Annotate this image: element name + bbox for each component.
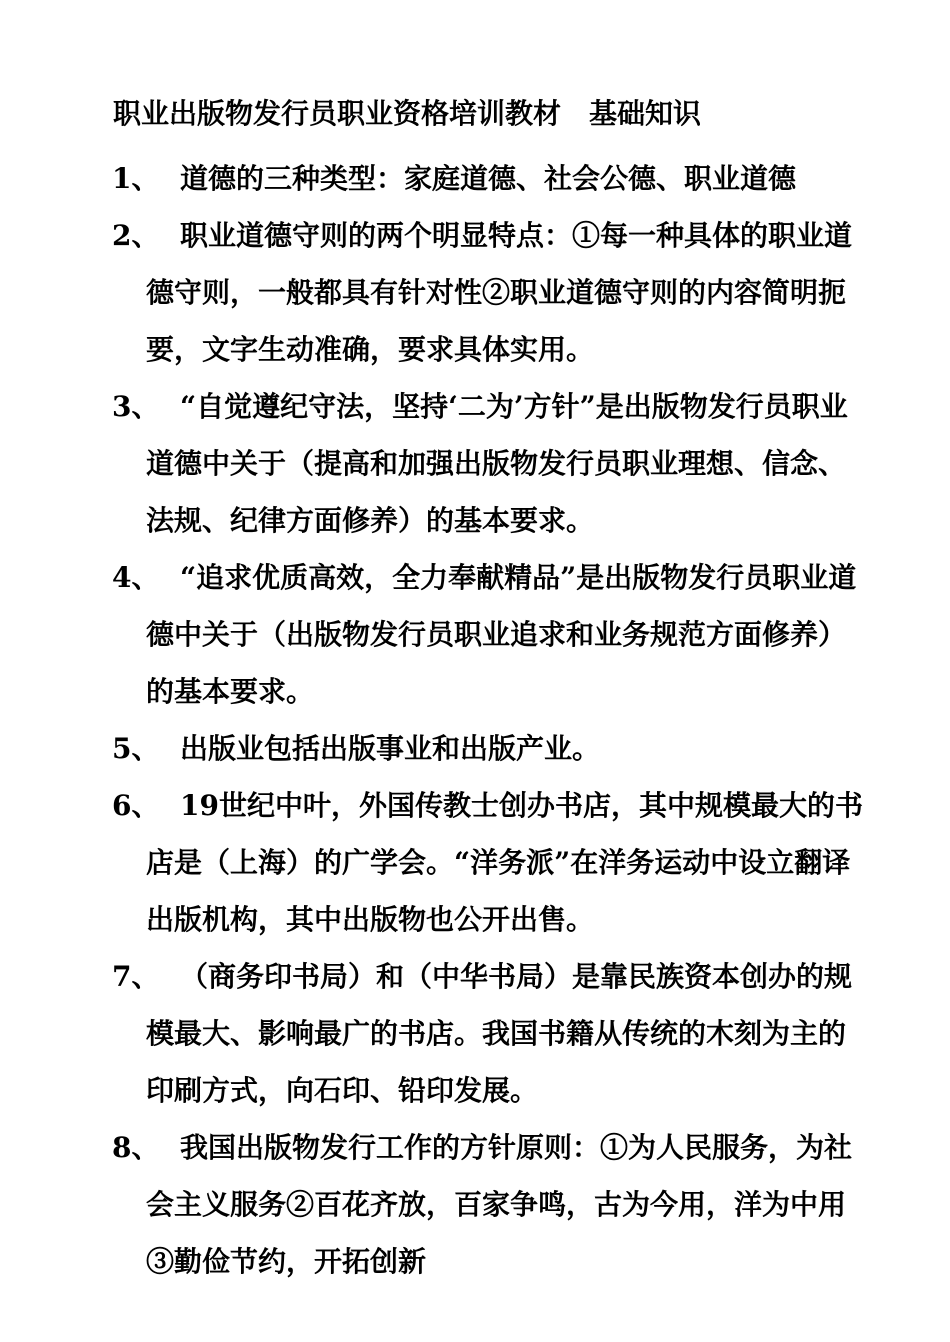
- list-item: [0, 549, 866, 720]
- item-text: 道德的三种类型：家庭道德、社会公德、职业道德: [180, 162, 797, 195]
- item-number: 4、: [112, 561, 160, 594]
- item-number: 8、: [112, 1131, 160, 1164]
- list-item: [0, 207, 866, 378]
- item-text: 19世纪中叶，外国传教士创办书店，其中规模最大的书店是（上海）的广学会。“洋务派”在洋务运动中设立翻译出版机构，其中出版物也公开出售。: [146, 789, 863, 936]
- item-number: 3、: [112, 390, 160, 423]
- item-number: 5、: [112, 732, 160, 765]
- item-text: 我国出版物发行工作的方针原则：①为人民服务，为社会主义服务②百花齐放，百家争鸣，古为今用，洋为中用③勤俭节约，开拓创新: [146, 1131, 853, 1278]
- list-item: [0, 720, 866, 777]
- item-text: “自觉遵纪守法，坚持‘二为’方针”是出版物发行员职业道德中关于（提高和加强出版物发行员职业理想、信念、法规、纪律方面修养）的基本要求。: [146, 390, 848, 537]
- document-title: 职业出版物发行员职业资格培训教材 基础知识: [113, 97, 702, 130]
- list-item: [0, 378, 866, 549]
- list-item: [0, 150, 866, 207]
- knowledge-list: [0, 150, 950, 1290]
- list-item: [0, 948, 866, 1119]
- item-number: 6、: [112, 789, 160, 822]
- item-number: 2、: [112, 219, 160, 252]
- item-number: 1、: [112, 162, 160, 195]
- item-text: “追求优质高效，全力奉献精品”是出版物发行员职业道德中关于（出版物发行员职业追求和业务规范方面修养）的基本要求。: [146, 561, 857, 708]
- list-item: [0, 1119, 866, 1290]
- list-item: [0, 777, 866, 948]
- item-text: 出版业包括出版事业和出版产业。: [180, 732, 601, 765]
- item-number: 7、: [112, 960, 160, 993]
- item-text: （商务印书局）和（中华书局）是靠民族资本创办的规模最大、影响最广的书店。我国书籍从传统的木刻为主的印刷方式，向石印、铅印发展。: [146, 960, 853, 1107]
- item-text: 职业道德守则的两个明显特点：①每一种具体的职业道德守则，一般都具有针对性②职业道德守则的内容简明扼要，文字生动准确，要求具体实用。: [146, 219, 853, 366]
